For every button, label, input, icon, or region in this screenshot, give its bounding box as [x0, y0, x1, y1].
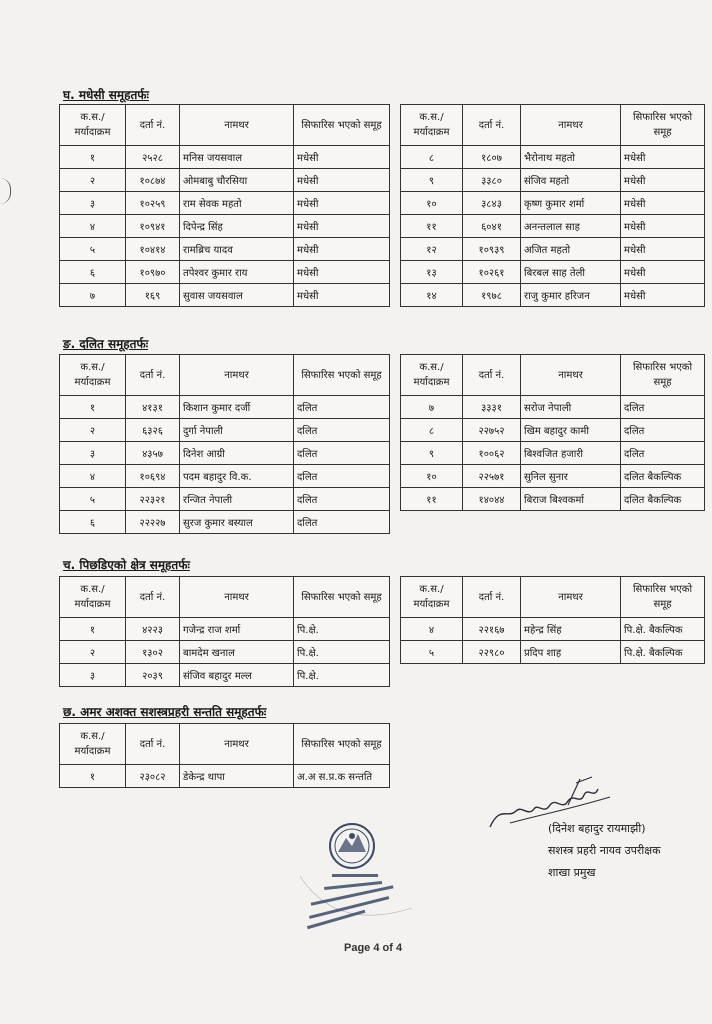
- column-header: सिफारिस भएको समूह: [294, 577, 390, 618]
- column-header: नामथर: [180, 105, 294, 146]
- serial-cell: ६: [60, 261, 126, 284]
- table-row: [401, 488, 705, 511]
- madhesi-table-right: [400, 104, 705, 307]
- table-row: [401, 238, 705, 261]
- name-cell: बामदेम खनाल: [180, 641, 294, 664]
- column-header: नामथर: [521, 105, 621, 146]
- dalit-table-right: [400, 354, 705, 511]
- serial-cell: ११: [401, 488, 463, 511]
- page-edge-mark: [0, 178, 11, 204]
- column-header: दर्ता नं.: [126, 724, 180, 765]
- pichhadiyeko-heading: च. पिछडिएको क्षेत्र समूहतर्फः: [63, 558, 190, 572]
- table-row: [60, 146, 390, 169]
- registration-number-cell: ६०४१: [463, 215, 521, 238]
- column-header: दर्ता नं.: [463, 577, 521, 618]
- name-cell: सुरज कुमार बस्याल: [180, 511, 294, 534]
- serial-cell: ११: [401, 215, 463, 238]
- recommended-group-cell: मधेसी: [621, 215, 705, 238]
- registration-number-cell: १४०४४: [463, 488, 521, 511]
- table-row: [401, 169, 705, 192]
- name-cell: बिश्वजित हजारी: [521, 442, 621, 465]
- serial-cell: १४: [401, 284, 463, 307]
- table-row: [60, 169, 390, 192]
- recommended-group-cell: दलित: [621, 442, 705, 465]
- name-cell: रामब्रिच यादव: [180, 238, 294, 261]
- recommended-group-cell: दलित: [294, 442, 390, 465]
- recommended-group-cell: दलित: [294, 488, 390, 511]
- serial-cell: २: [60, 641, 126, 664]
- recommended-group-cell: मधेसी: [621, 169, 705, 192]
- serial-cell: ४: [401, 618, 463, 641]
- registration-number-cell: ३३३१: [463, 396, 521, 419]
- table-header-row: [60, 355, 390, 396]
- serial-cell: ५: [60, 488, 126, 511]
- serial-cell: १०: [401, 465, 463, 488]
- name-cell: दिपेन्द्र सिंह: [180, 215, 294, 238]
- table-header-row: [60, 577, 390, 618]
- registration-number-cell: १९७८: [463, 284, 521, 307]
- name-cell: पदम बहादुर वि.क.: [180, 465, 294, 488]
- name-cell: अनन्तलाल साह: [521, 215, 621, 238]
- name-cell: भैरोनाथ महतो: [521, 146, 621, 169]
- column-header: सिफारिस भएको समूह: [294, 724, 390, 765]
- column-header: क.स./ मर्यादाक्रम: [60, 577, 126, 618]
- recommended-group-cell: दलित: [621, 396, 705, 419]
- page-number: Page 4 of 4: [344, 942, 403, 954]
- name-cell: सरोज नेपाली: [521, 396, 621, 419]
- registration-number-cell: ३३८०: [463, 169, 521, 192]
- column-header: नामथर: [521, 355, 621, 396]
- table-row: [60, 664, 390, 687]
- serial-cell: ३: [60, 192, 126, 215]
- registration-number-cell: २२२२७: [126, 511, 180, 534]
- dalit-table-left: [59, 354, 390, 534]
- name-cell: रन्जित नेपाली: [180, 488, 294, 511]
- column-header: नामथर: [180, 724, 294, 765]
- registration-number-cell: २५२८: [126, 146, 180, 169]
- registration-number-cell: १०२५९: [126, 192, 180, 215]
- serial-cell: ९: [401, 169, 463, 192]
- recommended-group-cell: दलित: [294, 465, 390, 488]
- name-cell: किशान कुमार दर्जी: [180, 396, 294, 419]
- table-row: [401, 618, 705, 641]
- name-cell: दुर्गा नेपाली: [180, 419, 294, 442]
- column-header: सिफारिस भएको समूह: [294, 105, 390, 146]
- recommended-group-cell: मधेसी: [294, 238, 390, 261]
- table-row: [401, 284, 705, 307]
- name-cell: राजु कुमार हरिजन: [521, 284, 621, 307]
- registration-number-cell: १०४१४: [126, 238, 180, 261]
- registration-number-cell: १०२६१: [463, 261, 521, 284]
- registration-number-cell: २२९८०: [463, 641, 521, 664]
- recommended-group-cell: अ.अ स.प्र.क सन्तति: [294, 765, 390, 788]
- column-header: सिफारिस भएको समूह: [621, 577, 705, 618]
- registration-number-cell: २२३२१: [126, 488, 180, 511]
- official-seal: [296, 812, 420, 942]
- column-header: सिफारिस भएको समूह: [621, 105, 705, 146]
- table-header-row: [401, 355, 705, 396]
- name-cell: अजित महतो: [521, 238, 621, 261]
- serial-cell: ४: [60, 215, 126, 238]
- column-header: दर्ता नं.: [463, 355, 521, 396]
- recommended-group-cell: पि.क्षे.: [294, 618, 390, 641]
- table-row: [60, 618, 390, 641]
- registration-number-cell: ६३२६: [126, 419, 180, 442]
- name-cell: मनिस जयसवाल: [180, 146, 294, 169]
- name-cell: सुनिल सुनार: [521, 465, 621, 488]
- column-header: दर्ता नं.: [463, 105, 521, 146]
- column-header: क.स./ मर्यादाक्रम: [60, 724, 126, 765]
- signatory-name: (दिनेश बहादुर रायमाझी): [548, 822, 646, 835]
- name-cell: तपेश्वर कुमार राय: [180, 261, 294, 284]
- table-row: [401, 146, 705, 169]
- table-row: [401, 465, 705, 488]
- recommended-group-cell: मधेसी: [294, 192, 390, 215]
- serial-cell: ५: [60, 238, 126, 261]
- serial-cell: १: [60, 396, 126, 419]
- table-row: [60, 488, 390, 511]
- column-header: नामथर: [180, 577, 294, 618]
- table-row: [401, 442, 705, 465]
- name-cell: कृष्ण कुमार शर्मा: [521, 192, 621, 215]
- registration-number-cell: २३०८२: [126, 765, 180, 788]
- column-header: नामथर: [521, 577, 621, 618]
- column-header: क.स./ मर्यादाक्रम: [401, 577, 463, 618]
- column-header: क.स./ मर्यादाक्रम: [401, 355, 463, 396]
- serial-cell: १३: [401, 261, 463, 284]
- name-cell: संजिव महतो: [521, 169, 621, 192]
- column-header: क.स./ मर्यादाक्रम: [60, 105, 126, 146]
- name-cell: प्रदिप शाह: [521, 641, 621, 664]
- column-header: नामथर: [180, 355, 294, 396]
- registration-number-cell: ३८४३: [463, 192, 521, 215]
- name-cell: दिनेश आग्री: [180, 442, 294, 465]
- serial-cell: १२: [401, 238, 463, 261]
- serial-cell: ५: [401, 641, 463, 664]
- serial-cell: ७: [401, 396, 463, 419]
- registration-number-cell: १०९३९: [463, 238, 521, 261]
- table-header-row: [60, 105, 390, 146]
- serial-cell: ४: [60, 465, 126, 488]
- table-row: [60, 641, 390, 664]
- recommended-group-cell: मधेसी: [621, 261, 705, 284]
- amar-table: [59, 723, 390, 788]
- recommended-group-cell: मधेसी: [294, 261, 390, 284]
- table-row: [60, 284, 390, 307]
- pichhadiyeko-table-left: [59, 576, 390, 687]
- serial-cell: ९: [401, 442, 463, 465]
- recommended-group-cell: दलित: [294, 511, 390, 534]
- signatory-role: शाखा प्रमुख: [548, 866, 596, 879]
- dalit-heading: ङ. दलित समूहतर्फः: [63, 337, 149, 351]
- recommended-group-cell: दलित: [621, 419, 705, 442]
- recommended-group-cell: दलित: [294, 419, 390, 442]
- table-header-row: [401, 105, 705, 146]
- recommended-group-cell: मधेसी: [294, 284, 390, 307]
- serial-cell: २: [60, 419, 126, 442]
- recommended-group-cell: मधेसी: [621, 284, 705, 307]
- name-cell: बिराज बिश्वकर्मा: [521, 488, 621, 511]
- serial-cell: १: [60, 765, 126, 788]
- serial-cell: ८: [401, 419, 463, 442]
- table-row: [401, 641, 705, 664]
- name-cell: ओमबाबु चौरसिया: [180, 169, 294, 192]
- name-cell: संजिव बहादुर मल्ल: [180, 664, 294, 687]
- pichhadiyeko-table-right: [400, 576, 705, 664]
- table-row: [401, 261, 705, 284]
- registration-number-cell: ४२२३: [126, 618, 180, 641]
- serial-cell: ७: [60, 284, 126, 307]
- name-cell: राम सेवक महतो: [180, 192, 294, 215]
- name-cell: खिम बहादुर कामी: [521, 419, 621, 442]
- recommended-group-cell: मधेसी: [294, 215, 390, 238]
- name-cell: सुवास जयसवाल: [180, 284, 294, 307]
- table-row: [60, 442, 390, 465]
- signatory-rank: सशस्त्र प्रहरी नायव उपरीक्षक: [548, 844, 661, 857]
- table-row: [401, 192, 705, 215]
- registration-number-cell: १३०२: [126, 641, 180, 664]
- recommended-group-cell: दलित बैकल्पिक: [621, 488, 705, 511]
- column-header: दर्ता नं.: [126, 105, 180, 146]
- recommended-group-cell: पि.क्षे. बैकल्पिक: [621, 618, 705, 641]
- signature-block: [548, 818, 661, 884]
- table-row: [401, 215, 705, 238]
- column-header: क.स./ मर्यादाक्रम: [401, 105, 463, 146]
- registration-number-cell: २२७५२: [463, 419, 521, 442]
- column-header: सिफारिस भएको समूह: [294, 355, 390, 396]
- table-row: [60, 396, 390, 419]
- registration-number-cell: १८०७: [463, 146, 521, 169]
- registration-number-cell: १०९४१: [126, 215, 180, 238]
- name-cell: डेकेन्द्र थापा: [180, 765, 294, 788]
- table-row: [401, 396, 705, 419]
- table-row: [60, 215, 390, 238]
- column-header: दर्ता नं.: [126, 577, 180, 618]
- recommended-group-cell: मधेसी: [621, 238, 705, 261]
- name-cell: गजेन्द्र राज शर्मा: [180, 618, 294, 641]
- serial-cell: १: [60, 146, 126, 169]
- table-header-row: [401, 577, 705, 618]
- column-header: क.स./ मर्यादाक्रम: [60, 355, 126, 396]
- registration-number-cell: २२५७१: [463, 465, 521, 488]
- table-row: [60, 192, 390, 215]
- registration-number-cell: ४१३१: [126, 396, 180, 419]
- recommended-group-cell: मधेसी: [621, 192, 705, 215]
- madhesi-table-left: [59, 104, 390, 307]
- table-header-row: [60, 724, 390, 765]
- table-row: [60, 511, 390, 534]
- serial-cell: ६: [60, 511, 126, 534]
- amar-heading: छ. अमर अशक्त सशस्त्रप्रहरी सन्तति समूहतर्फः: [63, 705, 267, 719]
- table-row: [60, 465, 390, 488]
- recommended-group-cell: मधेसी: [294, 169, 390, 192]
- registration-number-cell: २२१६७: [463, 618, 521, 641]
- table-row: [60, 765, 390, 788]
- registration-number-cell: १०९७०: [126, 261, 180, 284]
- recommended-group-cell: मधेसी: [294, 146, 390, 169]
- column-header: सिफारिस भएको समूह: [621, 355, 705, 396]
- registration-number-cell: १०६९४: [126, 465, 180, 488]
- recommended-group-cell: पि.क्षे.: [294, 641, 390, 664]
- recommended-group-cell: दलित बैकल्पिक: [621, 465, 705, 488]
- serial-cell: ३: [60, 664, 126, 687]
- table-row: [60, 238, 390, 261]
- recommended-group-cell: दलित: [294, 396, 390, 419]
- serial-cell: १०: [401, 192, 463, 215]
- name-cell: बिरबल साह तेली: [521, 261, 621, 284]
- serial-cell: १: [60, 618, 126, 641]
- name-cell: महेन्द्र सिंह: [521, 618, 621, 641]
- serial-cell: २: [60, 169, 126, 192]
- madhesi-heading: घ. मधेसी समूहतर्फः: [63, 88, 149, 102]
- table-row: [60, 419, 390, 442]
- serial-cell: ८: [401, 146, 463, 169]
- registration-number-cell: २०३९: [126, 664, 180, 687]
- recommended-group-cell: मधेसी: [621, 146, 705, 169]
- recommended-group-cell: पि.क्षे.: [294, 664, 390, 687]
- table-row: [60, 261, 390, 284]
- column-header: दर्ता नं.: [126, 355, 180, 396]
- registration-number-cell: १०८७४: [126, 169, 180, 192]
- registration-number-cell: १००६२: [463, 442, 521, 465]
- serial-cell: ३: [60, 442, 126, 465]
- registration-number-cell: ४३५७: [126, 442, 180, 465]
- recommended-group-cell: पि.क्षे. बैकल्पिक: [621, 641, 705, 664]
- table-row: [401, 419, 705, 442]
- registration-number-cell: १६९: [126, 284, 180, 307]
